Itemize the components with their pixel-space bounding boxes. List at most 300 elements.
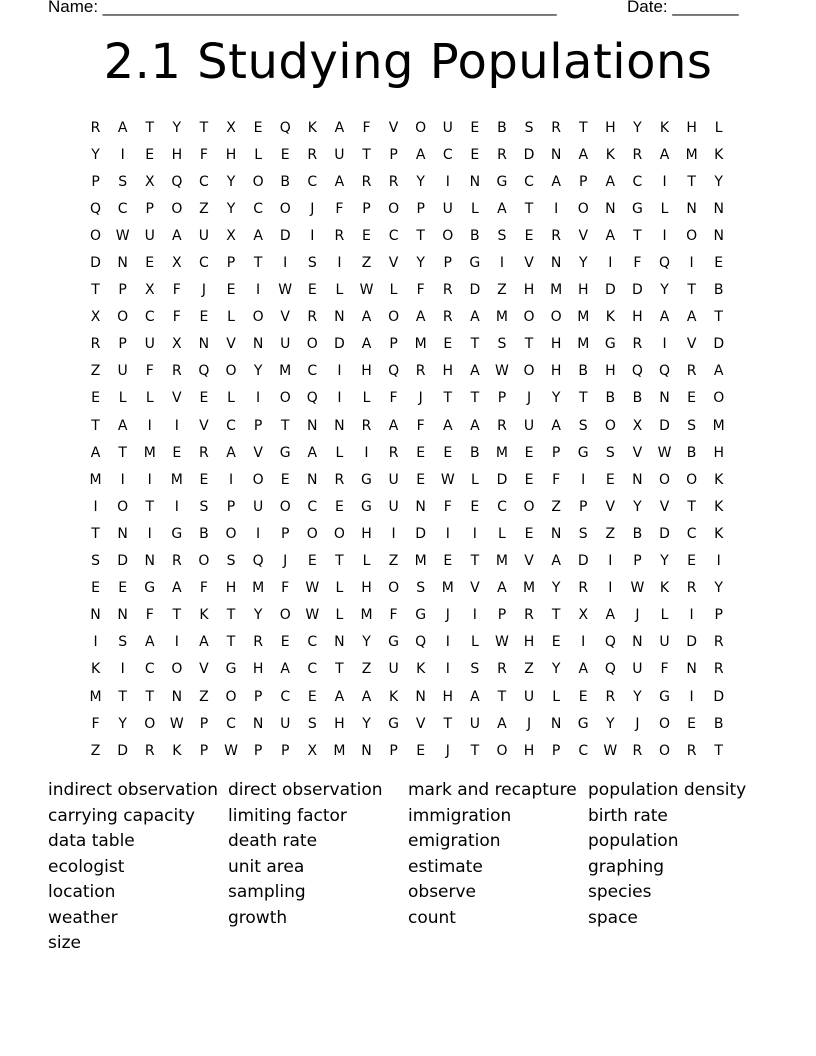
grid-letter: P — [416, 200, 425, 217]
header-line — [48, 0, 748, 17]
grid-row — [82, 358, 734, 385]
grid-letter: M — [495, 309, 508, 326]
grid-letter: O — [252, 471, 264, 488]
grid-letter: H — [577, 282, 589, 299]
grid-letter: O — [171, 200, 183, 217]
grid-letter: J — [418, 390, 423, 407]
grid-letter: T — [280, 417, 290, 434]
grid-letter: T — [633, 227, 642, 244]
grid-letter: V — [172, 390, 182, 407]
grid-letter: E — [443, 444, 453, 461]
grid-letter: G — [659, 688, 670, 705]
name-field-label: Name: ________________________________________________ — [48, 0, 557, 16]
word-bank-item: estimate — [408, 856, 483, 877]
grid-letter: E — [280, 634, 290, 651]
grid-letter: N — [90, 607, 101, 624]
grid-letter: N — [334, 417, 345, 434]
grid-letter: T — [362, 146, 371, 163]
grid-letter: E — [416, 471, 426, 488]
grid-letter: D — [90, 255, 101, 272]
grid-letter: T — [497, 688, 507, 705]
grid-row — [82, 656, 734, 683]
grid-letter: H — [442, 363, 454, 380]
grid-letter: A — [307, 444, 318, 461]
grid-row — [82, 466, 734, 493]
grid-letter: Z — [551, 498, 561, 515]
grid-letter: P — [253, 417, 263, 434]
grid-letter: V — [524, 255, 534, 272]
grid-letter: Q — [631, 363, 643, 380]
grid-letter: I — [147, 525, 152, 542]
grid-letter: A — [334, 119, 345, 136]
grid-letter: C — [117, 200, 128, 217]
word-bank-item: direct observation — [228, 780, 383, 800]
grid-letter: T — [470, 336, 480, 353]
grid-letter: I — [472, 525, 477, 542]
grid-letter: I — [93, 634, 98, 651]
grid-letter: L — [254, 146, 263, 163]
grid-letter: O — [604, 417, 616, 434]
grid-letter: L — [118, 390, 127, 407]
grid-letter: X — [578, 607, 589, 624]
grid-letter: T — [172, 607, 182, 624]
grid-letter: P — [362, 200, 371, 217]
grid-letter: A — [497, 580, 507, 597]
grid-letter: G — [361, 498, 372, 515]
grid-letter: W — [169, 715, 184, 732]
grid-letter: R — [524, 607, 534, 624]
grid-letter: I — [608, 553, 613, 570]
grid-letter: N — [307, 417, 318, 434]
grid-letter: A — [361, 309, 372, 326]
grid-letter: W — [278, 282, 293, 299]
grid-letter: W — [115, 227, 130, 244]
grid-letter: Y — [416, 255, 425, 272]
grid-letter: Y — [172, 119, 182, 136]
grid-letter: E — [91, 390, 100, 407]
grid-letter: A — [280, 661, 290, 678]
grid-letter: I — [337, 390, 342, 407]
grid-letter: P — [91, 173, 100, 190]
grid-letter: T — [253, 255, 263, 272]
grid-letter: R — [171, 553, 182, 570]
grid-letter: P — [497, 607, 507, 624]
grid-letter: S — [307, 715, 317, 732]
grid-letter: P — [253, 688, 263, 705]
grid-letter: I — [337, 363, 342, 380]
grid-letter: S — [118, 634, 128, 651]
grid-letter: U — [388, 661, 399, 678]
grid-letter: H — [523, 634, 535, 651]
grid-letter: P — [226, 255, 236, 272]
grid-letter: M — [89, 471, 102, 488]
grid-letter: A — [470, 363, 480, 380]
grid-letter: I — [662, 173, 667, 190]
grid-letter: Z — [497, 282, 507, 299]
grid-letter: L — [470, 200, 479, 217]
grid-letter: H — [605, 119, 616, 136]
grid-letter: Y — [633, 498, 642, 515]
grid-letter: A — [551, 553, 561, 570]
grid-letter: P — [579, 498, 588, 515]
grid-letter: R — [388, 444, 399, 461]
grid-letter: E — [551, 634, 561, 651]
grid-letter: R — [90, 119, 101, 136]
grid-letter: V — [686, 336, 697, 353]
grid-letter: E — [226, 282, 236, 299]
grid-letter: H — [361, 580, 372, 597]
grid-letter: E — [443, 553, 453, 570]
grid-letter: C — [686, 525, 697, 542]
grid-letter: B — [497, 119, 507, 136]
grid-letter: X — [632, 417, 643, 434]
grid-letter: S — [497, 227, 507, 244]
grid-letter: C — [226, 715, 236, 732]
grid-letter: T — [687, 282, 696, 299]
grid-letter: P — [226, 498, 236, 515]
grid-letter: U — [523, 688, 535, 705]
grid-letter: A — [117, 417, 128, 434]
grid-letter: M — [550, 282, 563, 299]
grid-letter: L — [470, 634, 479, 651]
grid-letter: K — [659, 580, 670, 597]
grid-letter: P — [118, 336, 127, 353]
grid-letter: C — [144, 661, 155, 678]
grid-letter: O — [333, 525, 345, 542]
grid-letter: L — [498, 525, 506, 542]
grid-letter: T — [118, 444, 127, 461]
grid-letter: V — [578, 227, 589, 244]
grid-letter: P — [280, 525, 290, 542]
grid-letter: M — [577, 336, 590, 353]
grid-letter: X — [144, 173, 155, 190]
grid-letter: D — [334, 336, 345, 353]
grid-letter: S — [497, 336, 507, 353]
grid-letter: S — [118, 173, 128, 190]
grid-letter: G — [388, 715, 399, 732]
grid-letter: T — [687, 498, 696, 515]
grid-letter: P — [199, 715, 209, 732]
grid-letter: Y — [551, 580, 561, 597]
grid-letter: O — [252, 173, 264, 190]
grid-letter: I — [283, 255, 288, 272]
grid-letter: E — [118, 580, 128, 597]
grid-letter: T — [335, 553, 344, 570]
grid-letter: R — [686, 742, 697, 759]
grid-letter: O — [550, 309, 562, 326]
grid-letter: Z — [199, 200, 209, 217]
grid-letter: E — [524, 227, 534, 244]
grid-letter: L — [335, 444, 344, 461]
word-bank-item: birth rate — [588, 805, 668, 826]
grid-letter: F — [416, 417, 425, 434]
grid-letter: Q — [90, 200, 102, 217]
grid-letter: F — [145, 607, 154, 624]
grid-letter: A — [605, 227, 616, 244]
grid-letter: U — [442, 119, 453, 136]
grid-letter: D — [713, 688, 725, 705]
grid-letter: A — [470, 688, 480, 705]
grid-letter: C — [578, 742, 589, 759]
word-bank — [48, 778, 768, 957]
grid-letter: E — [524, 444, 534, 461]
grid-letter: R — [632, 336, 643, 353]
word-bank-item: ecologist — [48, 856, 125, 877]
grid-row — [82, 520, 734, 547]
grid-letter: O — [90, 227, 102, 244]
grid-letter: F — [172, 282, 181, 299]
grid-letter: S — [307, 255, 317, 272]
grid-letter: O — [117, 309, 129, 326]
grid-letter: F — [281, 580, 290, 597]
grid-letter: I — [662, 336, 667, 353]
grid-letter: N — [252, 715, 264, 732]
grid-letter: B — [470, 444, 480, 461]
grid-letter: F — [633, 255, 642, 272]
grid-letter: J — [445, 607, 450, 624]
grid-letter: H — [523, 282, 535, 299]
grid-letter: S — [470, 661, 480, 678]
grid-letter: I — [120, 471, 125, 488]
grid-letter: E — [280, 146, 290, 163]
grid-letter: R — [144, 742, 155, 759]
grid-letter: G — [279, 444, 291, 461]
word-bank-item: growth — [228, 907, 288, 928]
grid-letter: F — [389, 390, 398, 407]
grid-letter: I — [445, 173, 450, 190]
grid-letter: F — [145, 363, 154, 380]
grid-letter: J — [635, 607, 640, 624]
grid-letter: D — [469, 282, 481, 299]
grid-letter: O — [659, 742, 671, 759]
grid-letter: K — [714, 471, 724, 488]
grid-letter: H — [632, 309, 643, 326]
grid-letter: U — [334, 146, 345, 163]
grid-letter: L — [335, 580, 344, 597]
grid-letter: D — [604, 282, 616, 299]
grid-letter: C — [144, 309, 155, 326]
grid-letter: N — [605, 200, 616, 217]
grid-letter: I — [689, 688, 694, 705]
grid-letter: F — [443, 498, 452, 515]
grid-letter: F — [172, 309, 181, 326]
grid-letter: P — [551, 444, 561, 461]
grid-letter: A — [442, 417, 453, 434]
grid-letter: C — [442, 146, 453, 163]
grid-letter: R — [171, 363, 182, 380]
grid-letter: P — [443, 255, 452, 272]
grid-letter: B — [632, 525, 643, 542]
grid-letter: F — [91, 715, 100, 732]
grid-letter: W — [630, 580, 645, 597]
grid-letter: E — [145, 255, 155, 272]
grid-letter: D — [117, 742, 129, 759]
grid-letter: Q — [659, 363, 671, 380]
grid-letter: I — [174, 634, 179, 651]
grid-letter: M — [712, 417, 725, 434]
grid-letter: J — [635, 715, 640, 732]
grid-letter: F — [389, 607, 398, 624]
grid-letter: O — [306, 336, 318, 353]
grid-letter: O — [686, 471, 698, 488]
grid-letter: A — [90, 444, 101, 461]
grid-letter: E — [524, 525, 534, 542]
grid-letter: D — [632, 282, 643, 299]
grid-letter: M — [360, 607, 373, 624]
grid-letter: A — [144, 634, 155, 651]
grid-letter: G — [361, 471, 372, 488]
grid-letter: N — [171, 688, 183, 705]
grid-letter: B — [713, 715, 724, 732]
grid-letter: P — [579, 173, 588, 190]
grid-letter: V — [524, 553, 534, 570]
grid-letter: I — [174, 498, 179, 515]
grid-letter: S — [524, 119, 534, 136]
grid-letter: H — [550, 363, 562, 380]
grid-letter: E — [199, 471, 209, 488]
grid-letter: F — [335, 200, 344, 217]
grid-letter: I — [608, 580, 613, 597]
grid-letter: E — [253, 119, 263, 136]
word-bank-item: limiting factor — [228, 805, 347, 826]
grid-letter: G — [225, 661, 237, 678]
grid-letter: S — [226, 553, 236, 570]
grid-letter: D — [523, 146, 535, 163]
grid-letter: I — [716, 553, 721, 570]
grid-letter: T — [145, 119, 155, 136]
grid-letter: E — [199, 309, 209, 326]
grid-letter: N — [550, 525, 562, 542]
grid-letter: V — [199, 661, 209, 678]
grid-letter: V — [470, 580, 480, 597]
grid-letter: C — [307, 173, 318, 190]
grid-letter: C — [307, 363, 318, 380]
grid-letter: V — [388, 255, 399, 272]
grid-letter: O — [388, 309, 400, 326]
grid-letter: R — [686, 363, 697, 380]
grid-letter: R — [713, 661, 724, 678]
grid-letter: Q — [252, 553, 264, 570]
grid-letter: V — [280, 309, 290, 326]
grid-letter: O — [144, 715, 156, 732]
word-bank-item: unit area — [228, 856, 305, 877]
grid-letter: H — [334, 715, 345, 732]
grid-letter: I — [256, 390, 261, 407]
grid-letter: A — [605, 173, 616, 190]
grid-letter: M — [279, 363, 292, 380]
grid-letter: M — [170, 471, 183, 488]
grid-letter: C — [307, 661, 318, 678]
word-bank-item: data table — [48, 831, 135, 851]
grid-letter: N — [415, 688, 426, 705]
grid-letter: Z — [361, 661, 372, 678]
grid-letter: W — [495, 634, 509, 651]
grid-letter: U — [659, 634, 670, 651]
grid-letter: V — [415, 715, 426, 732]
grid-letter: I — [391, 525, 396, 542]
grid-row — [82, 304, 734, 331]
grid-letter: Z — [199, 688, 209, 705]
grid-letter: U — [523, 417, 535, 434]
grid-letter: D — [686, 634, 697, 651]
grid-letter: A — [659, 146, 670, 163]
grid-letter: P — [199, 742, 209, 759]
grid-letter: D — [415, 525, 427, 542]
grid-letter: E — [714, 255, 724, 272]
grid-letter: A — [659, 309, 670, 326]
grid-letter: A — [605, 607, 616, 624]
grid-letter: N — [117, 607, 128, 624]
grid-letter: G — [469, 255, 481, 272]
grid-letter: M — [89, 688, 102, 705]
grid-letter: J — [526, 715, 532, 732]
grid-letter: B — [199, 525, 209, 542]
grid-letter: R — [578, 580, 589, 597]
grid-letter: O — [577, 200, 589, 217]
grid-letter: F — [552, 471, 561, 488]
grid-letter: S — [416, 580, 426, 597]
word-search-grid — [82, 114, 734, 764]
grid-row — [82, 629, 734, 656]
grid-letter: Y — [226, 200, 236, 217]
grid-letter: R — [713, 634, 724, 651]
grid-letter: K — [714, 146, 724, 163]
grid-letter: U — [144, 227, 155, 244]
grid-letter: I — [608, 255, 613, 272]
grid-letter: T — [91, 525, 100, 542]
grid-letter: V — [226, 336, 236, 353]
grid-letter: L — [714, 119, 723, 136]
grid-letter: F — [660, 661, 669, 678]
grid-letter: J — [283, 553, 288, 570]
grid-row — [82, 114, 734, 141]
grid-letter: I — [472, 607, 477, 624]
grid-letter: A — [415, 309, 426, 326]
grid-letter: R — [632, 742, 643, 759]
grid-letter: Q — [415, 634, 427, 651]
grid-row — [82, 439, 734, 466]
grid-row — [82, 412, 734, 439]
grid-letter: H — [713, 444, 724, 461]
grid-letter: A — [415, 146, 426, 163]
grid-row — [82, 575, 734, 602]
grid-letter: T — [226, 607, 236, 624]
grid-letter: Q — [279, 119, 291, 136]
grid-letter: L — [145, 390, 154, 407]
grid-letter: H — [686, 119, 697, 136]
grid-row — [82, 195, 734, 222]
grid-letter: K — [605, 146, 615, 163]
grid-letter: I — [499, 255, 505, 272]
grid-letter: R — [551, 227, 561, 244]
word-bank-item: death rate — [228, 831, 318, 851]
grid-letter: Y — [362, 634, 371, 651]
grid-letter: M — [495, 553, 508, 570]
grid-letter: V — [253, 444, 263, 461]
grid-letter: N — [117, 255, 128, 272]
grid-letter: L — [552, 688, 561, 705]
grid-letter: Z — [90, 742, 101, 759]
grid-letter: P — [118, 282, 127, 299]
grid-letter: D — [659, 525, 670, 542]
grid-letter: N — [550, 146, 562, 163]
grid-letter: P — [389, 336, 398, 353]
grid-letter: J — [201, 282, 206, 299]
grid-letter: S — [91, 553, 100, 570]
grid-letter: T — [226, 634, 236, 651]
grid-letter: N — [252, 336, 264, 353]
grid-letter: E — [362, 227, 371, 244]
